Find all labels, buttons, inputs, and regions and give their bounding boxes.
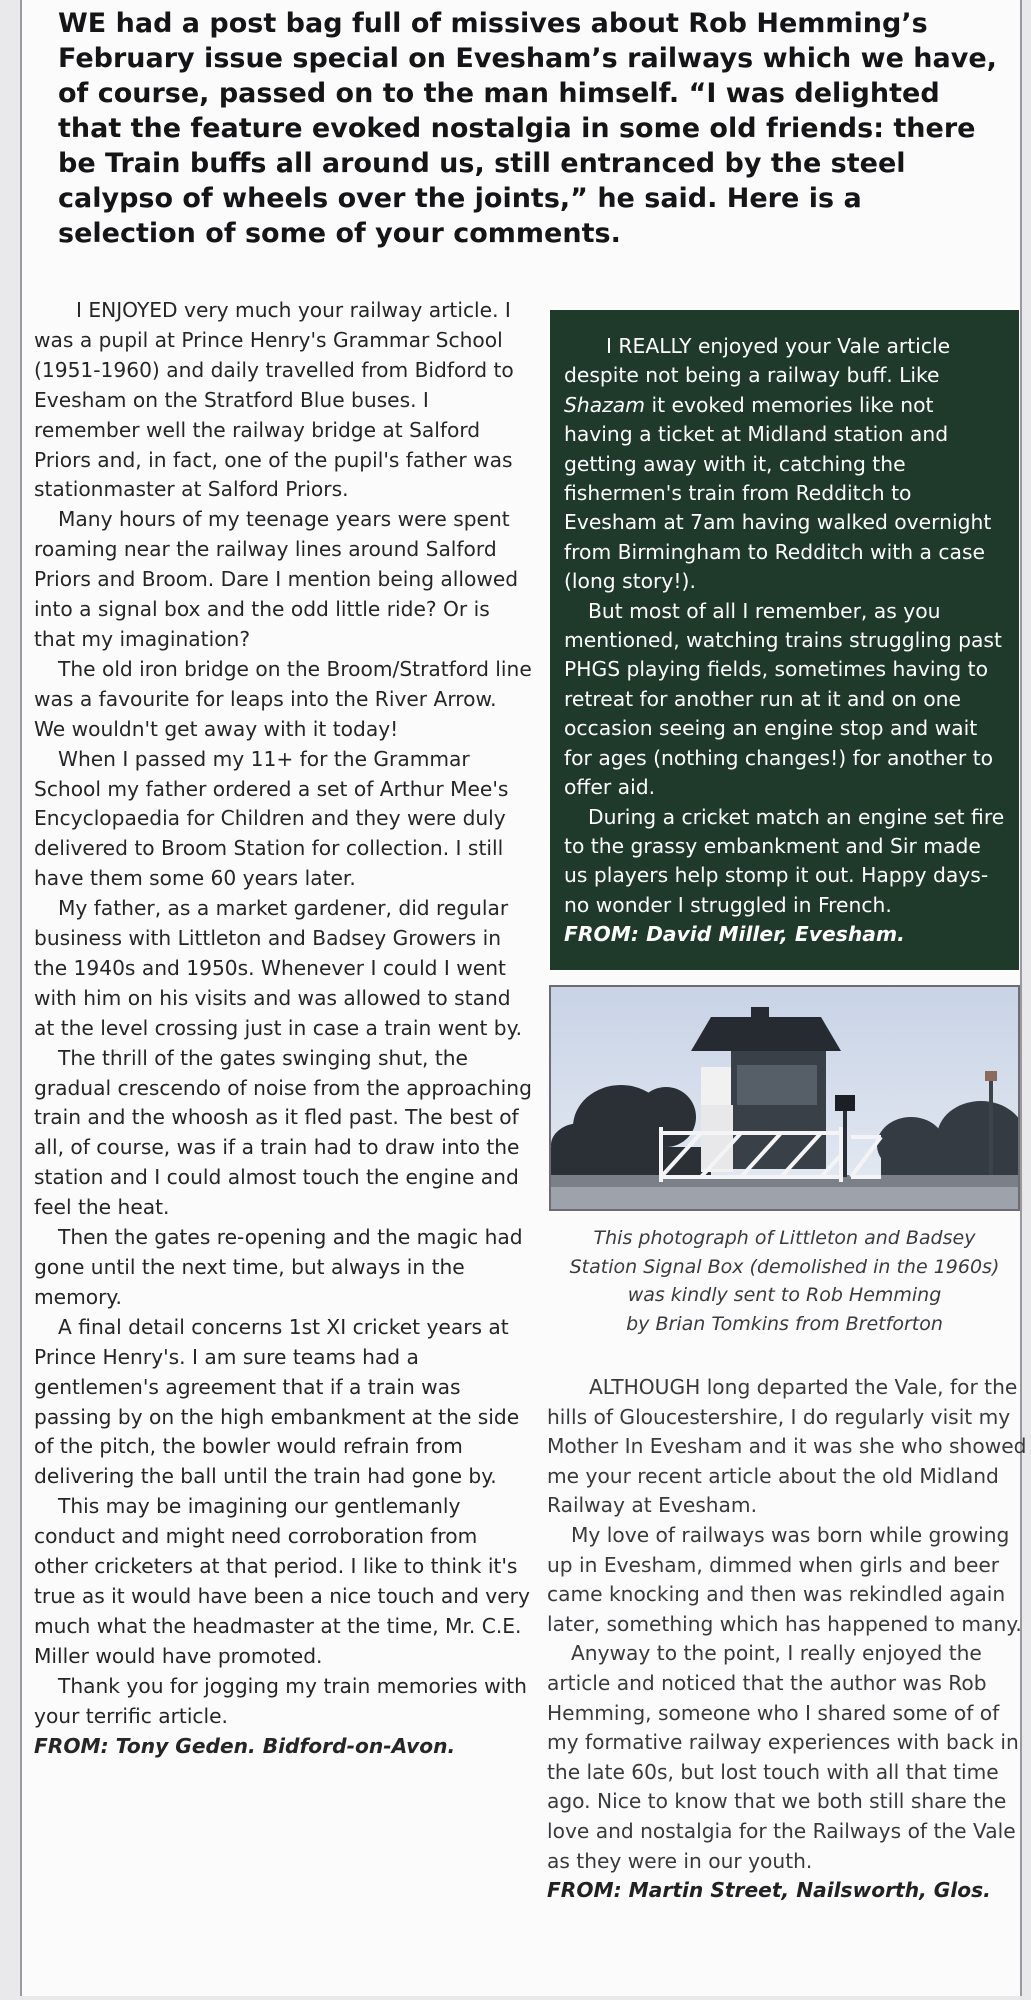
- letter-paragraph: I ENJOYED very much your railway article. I was a pupil at Prince Henry's Grammar School (1951-1960) and daily travelled from Bidford to Evesham on the Stratford Blue buses. I remember well the railway bridge at Salford Priors and, in fact, one of the pupil's father was stationmaster at Salford Priors.: [34, 298, 514, 502]
- letter-paragraph: My love of railways was born while growing up in Evesham, dimmed when girls and beer came knocking and then was rekindled again later, something which has happened to many.: [547, 1522, 1022, 1636]
- letter-paragraph: My father, as a market gardener, did regular business with Littleton and Badsey Growers in the 1940s and 1950s. Whenever I could I went with him on his visits and was allowed to stand at the level crossing just in case a train went by.: [34, 896, 523, 1040]
- signal-box-photo: [549, 985, 1020, 1211]
- signal-arm: [835, 1095, 855, 1111]
- caption-line: Station Signal Box (demolished in the 1960s): [569, 1255, 1000, 1278]
- lamp-post: [989, 1079, 993, 1175]
- letter-signature: FROM: Tony Geden. Bidford-on-Avon.: [34, 1733, 456, 1758]
- magazine-page: [20, 0, 1027, 1996]
- letter-paragraph: The old iron bridge on the Broom/Stratford line was a favourite for leaps into the River Arrow. We wouldn't get away with it today!: [34, 656, 532, 741]
- letter-paragraph: ALTHOUGH long departed the Vale, for the hills of Gloucestershire, I do regularly visit my Mother In Evesham and it was she who showed me your recent article about the old Midland Railway at Evesham.: [547, 1375, 1027, 1518]
- track-bed: [551, 1187, 1018, 1209]
- caption-line: This photograph of Littleton and Badsey: [593, 1227, 976, 1249]
- letter-paragraph: When I passed my 11+ for the Grammar School my father ordered a set of Arthur Mee's Encyclopaedia for Children and they were duly delivered to Broom Station for collection. I still have them some 60 years later.: [34, 746, 509, 891]
- caption-line: by Brian Tomkins from Bretforton: [626, 1312, 943, 1335]
- letter-paragraph: Many hours of my teenage years were spent roaming near the railway lines around Salford Priors and Broom. Dare I mention being allowed into a signal box and the odd little ride? Or is that my imagination?: [34, 507, 519, 651]
- photo-caption: [549, 1224, 1020, 1338]
- lamp: [985, 1071, 997, 1081]
- signal-post: [843, 1107, 847, 1177]
- letter-paragraph: The thrill of the gates swinging shut, the gradual crescendo of noise from the approaching train and the whoosh as it fled past. The best of all, of course, was if a train had to draw into the station and I could almost touch the engine and feel the heat.: [34, 1045, 532, 1220]
- letter-signature: FROM: Martin Street, Nailsworth, Glos.: [547, 1878, 991, 1903]
- letter-martin-street: [547, 1373, 1031, 1906]
- letter-signature: FROM: David Miller, Evesham.: [564, 922, 905, 947]
- letter-david-miller-box: [550, 310, 1019, 970]
- letter-tony-geden: [34, 296, 534, 1761]
- letter-text: I REALLY enjoyed your Vale article despite not being a railway buff. Like: [564, 334, 951, 388]
- letter-paragraph: This may be imagining our gentlemanly conduct and might need corroboration from other cricketers at that period. I like to think it's true as it would have been a nice touch and very much what the headmaster at the time, Mr. C.E. Miller would have promoted.: [34, 1494, 530, 1668]
- letter-paragraph: A final detail concerns 1st XI cricket years at Prince Henry's. I am sure teams had a gentlemen's agreement that if a train was passing by on the high embankment at the side of the pitch, the bowler would refrain from delivering the ball until the train had gone by.: [34, 1314, 520, 1489]
- letter-text-italic: Shazam: [564, 392, 645, 417]
- letter-paragraph: During a cricket match an engine set fire to the grassy embankment and Sir made us players help stomp it out. Happy days- no wonder I struggled in French.: [564, 804, 1005, 917]
- letter-text: it evoked memories like not having a ticket at Midland station and getting away with it, catching the fishermen's train from Redditch to Evesham at 7am having walked overnight from Birmingham to Redditch with a case (long story!).: [564, 392, 992, 594]
- letter-paragraph: Then the gates re-opening and the magic had gone until the next time, but always in the memory.: [34, 1225, 523, 1309]
- letter-paragraph: [564, 332, 1007, 597]
- caption-line: was kindly sent to Rob Hemming: [627, 1284, 942, 1306]
- intro-paragraph: WE had a post bag full of missives about Rob Hemming’s February issue special on Evesham’s railways which we have, of course, passed on to the man himself. “I was delighted that the feature evoked nostalgia in some old friends: there be Train buffs all around us, still entranced by the steel calypso of wheels over the joints,” he said. Here is a selection of some of your comments.: [58, 8, 997, 249]
- letter-paragraph: Anyway to the point, I really enjoyed the article and noticed that the author was Rob Hemming, someone who I shared some of of my formative railway experiences with back in the late 60s, but lost touch with all that time ago. Nice to know that we both still share the love and nostalgia for the Railways of the Vale as they were in our youth.: [547, 1641, 1019, 1873]
- signal-box-illustration: [551, 987, 1018, 1209]
- letter-paragraph: Thank you for jogging my train memories with your terrific article.: [34, 1673, 527, 1728]
- letter-paragraph: But most of all I remember, as you mentioned, watching trains struggling past PHGS playing fields, sometimes having to retreat for another run at it and on one occasion seeing an engine stop and wait for ages (nothing changes!) for another to offer aid.: [564, 598, 1002, 800]
